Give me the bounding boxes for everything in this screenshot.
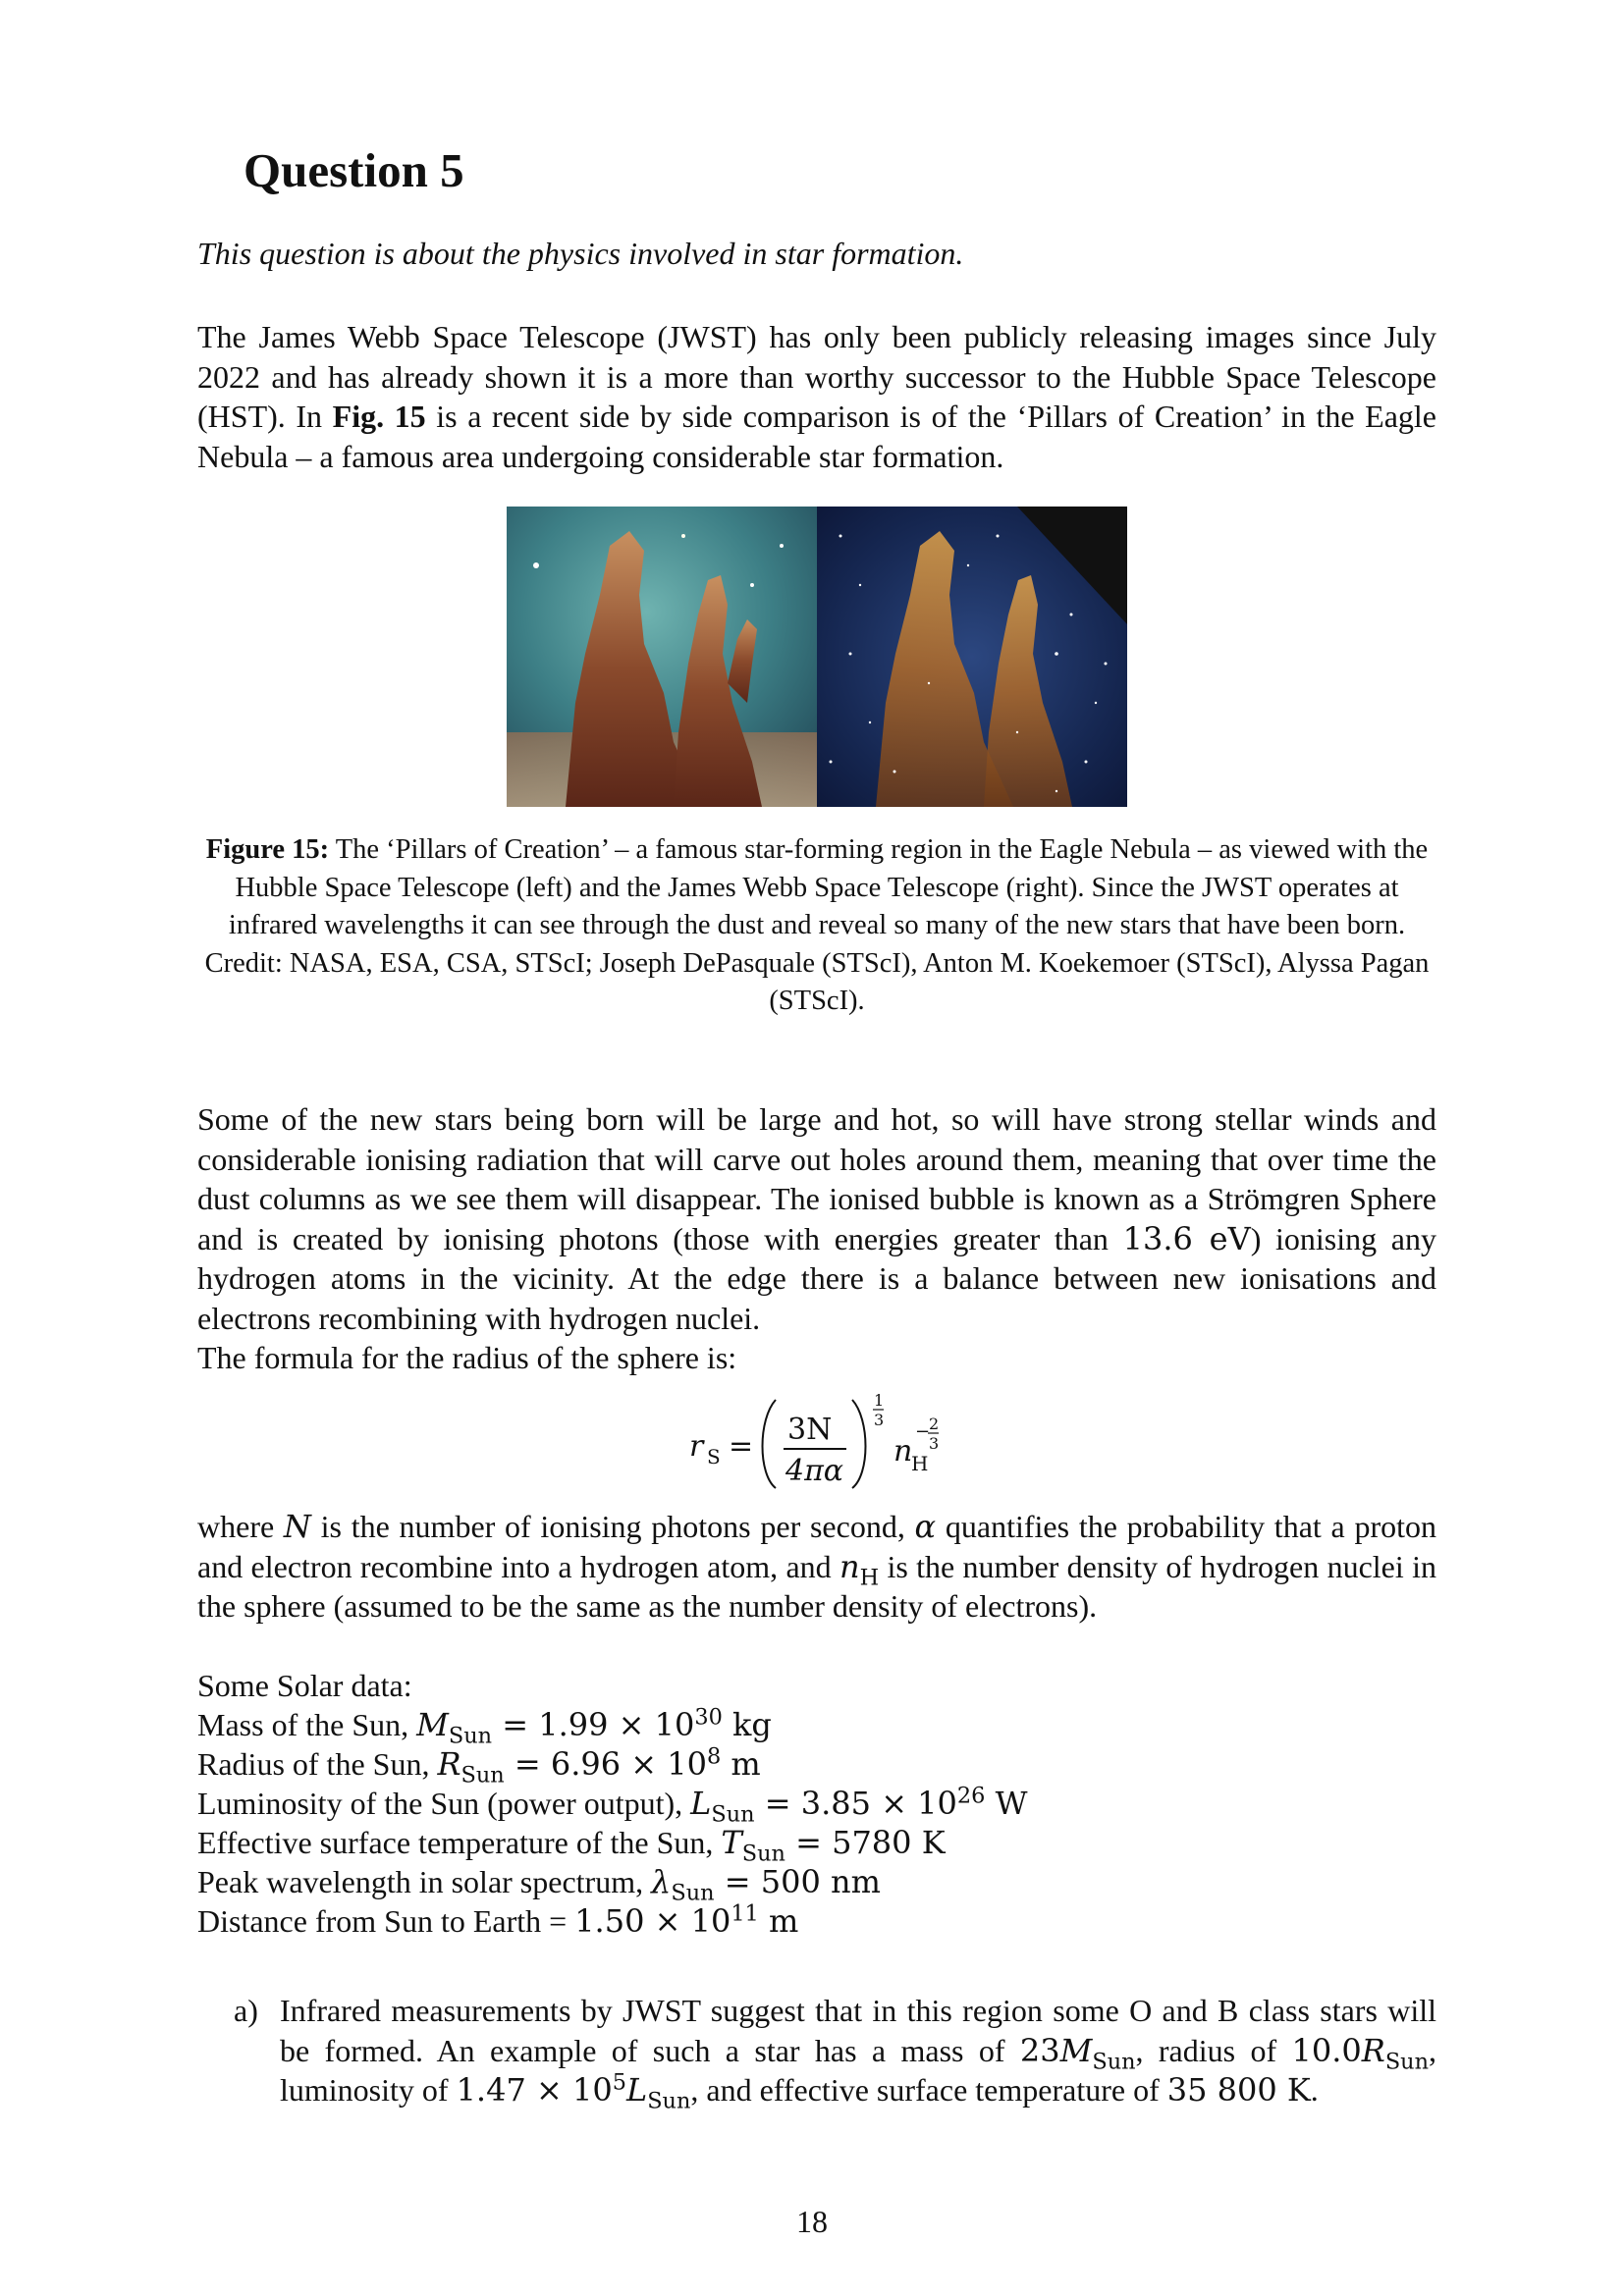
formula-exp1-den: 3 bbox=[874, 1411, 885, 1429]
formula-exp2-num: 2 bbox=[929, 1415, 940, 1433]
subscript: Sun bbox=[741, 1841, 785, 1867]
stromgren-radius-formula bbox=[677, 1386, 1011, 1494]
value: 35 800 K bbox=[1166, 2071, 1311, 2109]
question-title: Question 5 bbox=[244, 143, 464, 197]
solar-mass-line bbox=[197, 1704, 772, 1749]
intro-text: This question is about the physics involved in star formation. bbox=[197, 236, 964, 271]
paragraph-text: ) ionising any hydrogen atoms in the vicinity. At the edge there is a balance between new ionisations and electrons recombining with hydrogen nuclei. bbox=[197, 1220, 1437, 1336]
caption-label: Figure 15: bbox=[205, 834, 330, 865]
var-nH-sub: H bbox=[859, 1564, 880, 1590]
solar-temperature-line bbox=[197, 1823, 946, 1867]
paragraph-text: is the number of ionising photons per second, bbox=[310, 1509, 915, 1544]
paragraph-jwst bbox=[197, 317, 1436, 476]
sun-earth-distance-line bbox=[197, 1901, 798, 1941]
unit: m bbox=[721, 1745, 761, 1783]
formula-n: n bbox=[893, 1434, 913, 1468]
value: 1.50 × 10 bbox=[574, 1902, 731, 1940]
energy-value: 13.6 eV bbox=[1122, 1219, 1251, 1257]
subscript: Sun bbox=[1384, 2048, 1430, 2074]
symbol: M bbox=[416, 1706, 449, 1743]
caption-text: The ‘Pillars of Creation’ – a famous star-forming region in the Eagle Nebula – as viewed with the Hubble Space Telescope (left) and the James Webb Space Telescope (right). Since the JWST operates at infrared wavelengths it can see through the dust and reveal so many of the new stars that have been born. Credit: NASA, ESA, CSA, STScI; Joseph DePasquale (STScI), Anton M. Koekemoer (STScI), Alyssa Pagan (STScI). bbox=[204, 834, 1430, 1016]
label: Peak wavelength in solar spectrum, bbox=[197, 1864, 652, 1899]
symbol: L bbox=[625, 2071, 648, 2109]
question-part-a bbox=[234, 1991, 1437, 2114]
symbol: M bbox=[1059, 2031, 1093, 2069]
formula-equals: = bbox=[729, 1429, 754, 1464]
solar-luminosity-line bbox=[197, 1783, 1028, 1828]
symbol: L bbox=[690, 1785, 712, 1822]
exponent: 5 bbox=[612, 2069, 626, 2096]
unit: kg bbox=[722, 1706, 772, 1743]
var-alpha: α bbox=[914, 1508, 937, 1545]
subscript: Sun bbox=[460, 1762, 505, 1789]
paragraph-text: where bbox=[197, 1509, 284, 1544]
pillars-image bbox=[507, 507, 1127, 807]
subscript: Sun bbox=[448, 1723, 493, 1749]
symbol: λ bbox=[651, 1863, 672, 1900]
value: 1.47 × 10 bbox=[456, 2071, 613, 2109]
value: = 3.85 × 10 bbox=[754, 1785, 957, 1822]
subscript: Sun bbox=[647, 2088, 691, 2114]
var-nH: n bbox=[839, 1547, 860, 1585]
var-N: N bbox=[283, 1508, 311, 1545]
exponent: 8 bbox=[707, 1743, 722, 1770]
text: , radius of bbox=[1135, 2032, 1292, 2068]
value: 23 bbox=[1019, 2031, 1060, 2069]
exponent: 11 bbox=[731, 1900, 759, 1927]
paragraph-variables bbox=[197, 1507, 1436, 1627]
formula-n-sub: H bbox=[911, 1452, 929, 1475]
label: Luminosity of the Sun (power output), bbox=[197, 1786, 691, 1821]
exponent: 26 bbox=[956, 1783, 986, 1809]
solar-peak-wavelength-line bbox=[197, 1862, 881, 1906]
value: = 1.99 × 10 bbox=[492, 1706, 695, 1743]
formula-exp2-sign: − bbox=[915, 1421, 931, 1442]
text: , and effective surface temperature of bbox=[690, 2072, 1167, 2108]
paragraph-text: Some of the new stars being born will be large and hot, so will have strong stellar winds and considerable ionising radiation that will carve out holes around them, meaning that over time the dust columns as we see them will disappear. The ionised bubble is known as a Strömgren Sphere and is created by ionising photons (those with energies greater than bbox=[197, 1101, 1436, 1256]
subscript: Sun bbox=[711, 1801, 755, 1828]
pillars-of-creation-figure bbox=[507, 507, 1127, 807]
label: Mass of the Sun, bbox=[197, 1707, 417, 1742]
part-a-text bbox=[280, 1991, 1437, 2114]
label: Distance from Sun to Earth = bbox=[197, 1903, 575, 1939]
paragraph-text: is the number density of hydrogen nuclei in the sphere (assumed to be the same as the number density of electrons). bbox=[197, 1548, 1436, 1624]
label: Radius of the Sun, bbox=[197, 1746, 438, 1782]
page-number: 18 bbox=[796, 2204, 828, 2239]
figure-reference: Fig. 15 bbox=[332, 399, 426, 434]
text: , luminosity of bbox=[280, 2032, 1437, 2108]
paragraph-stromgren bbox=[197, 1099, 1436, 1338]
formula-denominator: 4πα bbox=[785, 1454, 844, 1488]
exponent: 30 bbox=[694, 1704, 723, 1731]
value: 10.0 bbox=[1291, 2031, 1362, 2069]
solar-data-heading: Some Solar data: bbox=[197, 1668, 412, 1703]
unit: W bbox=[985, 1785, 1028, 1822]
part-a-label: a) bbox=[234, 1993, 258, 2028]
formula-exp2-den: 3 bbox=[929, 1434, 940, 1453]
value: = 5780 K bbox=[785, 1824, 946, 1861]
figure-caption bbox=[197, 831, 1436, 1021]
value: = 500 nm bbox=[714, 1863, 881, 1900]
formula-intro: The formula for the radius of the sphere is: bbox=[197, 1340, 737, 1375]
paragraph-text: The James Webb Space Telescope (JWST) has only been publicly releasing images since July 2022 and has already shown it is a more than worthy successor to the Hubble Space Telescope (HST). In bbox=[197, 319, 1436, 434]
text: . bbox=[1310, 2072, 1319, 2108]
value: = 6.96 × 10 bbox=[504, 1745, 707, 1783]
formula-numerator: 3N bbox=[787, 1413, 833, 1447]
subscript: Sun bbox=[671, 1880, 715, 1906]
formula-lhs: r bbox=[689, 1429, 704, 1464]
formula-exp1-num: 1 bbox=[874, 1391, 885, 1410]
symbol: T bbox=[721, 1824, 742, 1861]
label: Effective surface temperature of the Sun, bbox=[197, 1825, 722, 1860]
text: Infrared measurements by JWST suggest that in this region some O and B class stars will be formed. An example of such a star has a mass of bbox=[280, 1993, 1436, 2068]
paragraph-text: is a recent side by side comparison is of the ‘Pillars of Creation’ in the Eagle Nebula – a famous area undergoing considerable star formation. bbox=[197, 399, 1437, 474]
symbol: R bbox=[437, 1745, 461, 1783]
paragraph-text: quantifies the probability that a proton and electron recombine into a hydrogen atom, and bbox=[197, 1509, 1436, 1584]
jwst-image bbox=[817, 507, 1127, 807]
hubble-image bbox=[507, 507, 817, 807]
formula-lhs-sub: S bbox=[707, 1445, 721, 1468]
symbol: R bbox=[1361, 2031, 1385, 2069]
subscript: Sun bbox=[1092, 2048, 1136, 2074]
unit: m bbox=[758, 1902, 799, 1940]
solar-radius-line bbox=[197, 1743, 761, 1789]
